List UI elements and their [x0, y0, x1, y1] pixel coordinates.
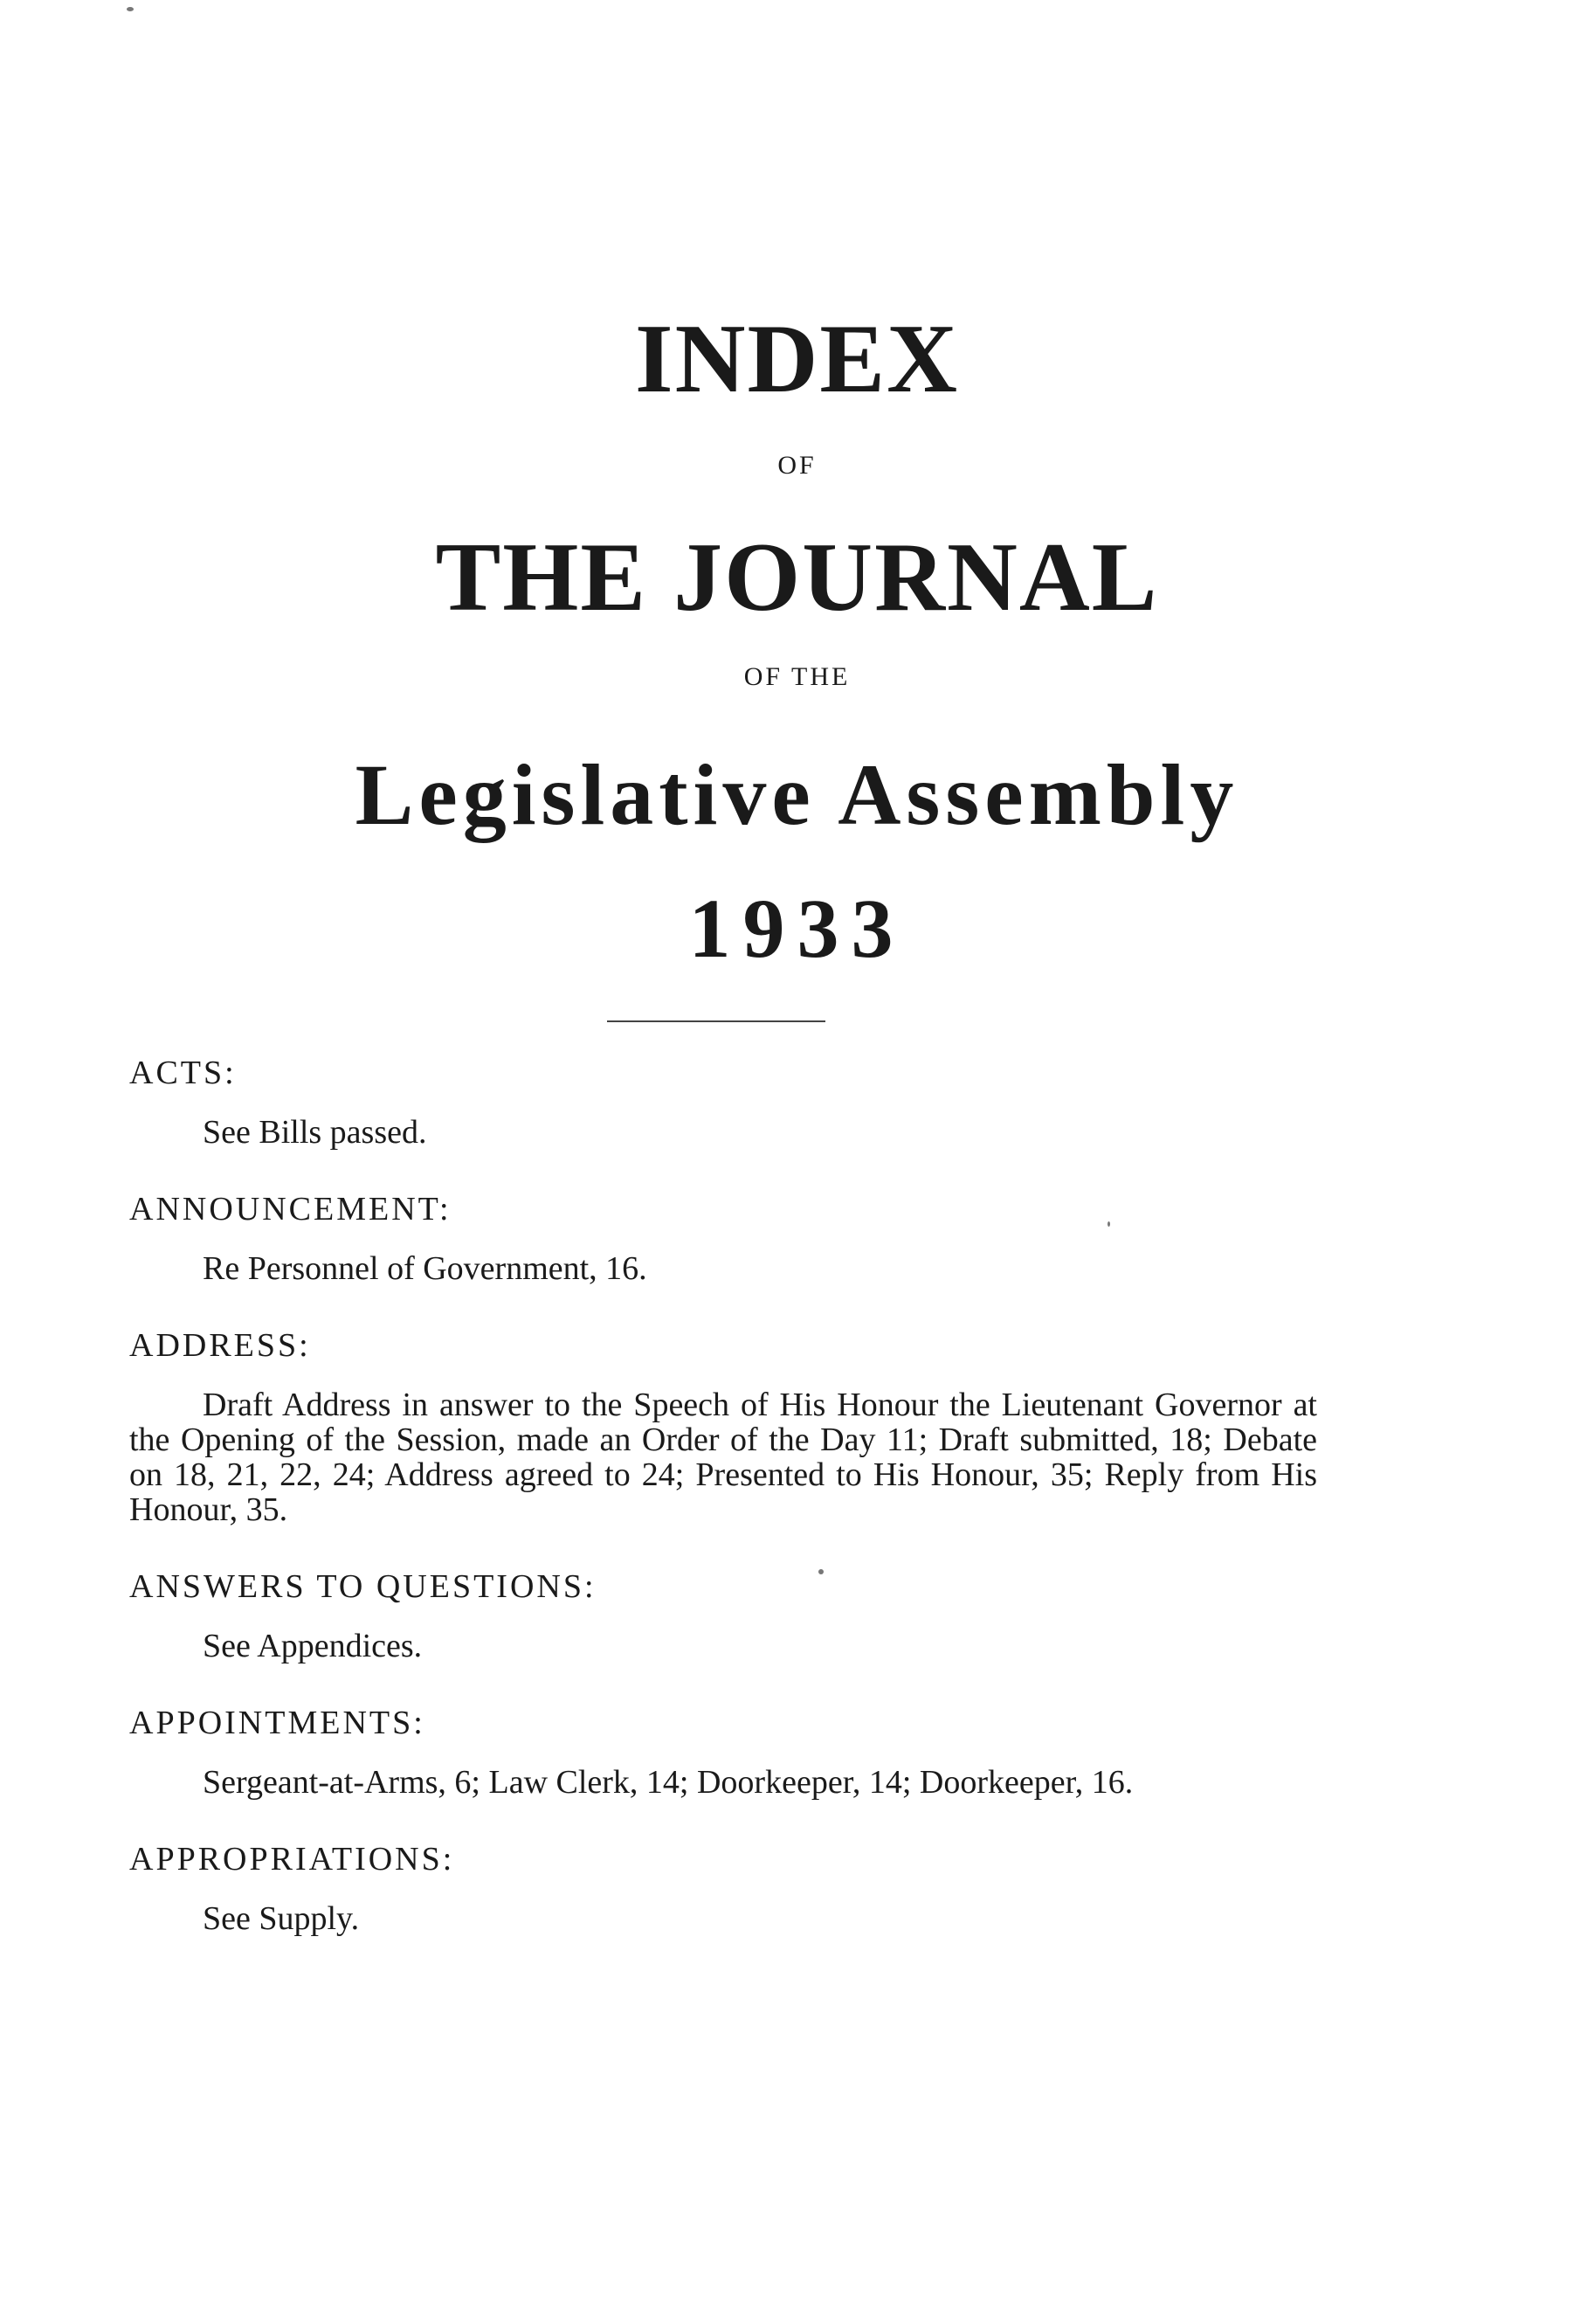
scan-speck	[127, 7, 134, 11]
index-entry-acts	[129, 1048, 1317, 1150]
title-index: INDEX	[635, 305, 959, 413]
entry-heading: ACTS:	[129, 1055, 237, 1091]
index-entry-appointments	[129, 1698, 1317, 1800]
index-entry-address	[129, 1321, 1317, 1527]
title-year: 1933	[688, 882, 906, 975]
entry-text: See Bills passed.	[203, 1114, 427, 1151]
entry-heading: APPOINTMENTS:	[129, 1705, 425, 1741]
entry-heading: APPROPRIATIONS:	[129, 1841, 455, 1878]
index-entry-announcement	[129, 1185, 1317, 1286]
scan-speck	[1108, 1221, 1110, 1227]
index-entries	[129, 1048, 1317, 1936]
index-entry-appropriations	[129, 1835, 1317, 1936]
title-of-the: OF THE	[743, 662, 851, 691]
entry-heading: ADDRESS:	[129, 1327, 311, 1364]
title-of: OF	[777, 451, 817, 480]
scan-speck	[818, 1569, 824, 1574]
entry-heading: ANSWERS TO QUESTIONS:	[129, 1568, 597, 1605]
title-journal: THE JOURNAL	[435, 523, 1159, 632]
entry-text: Re Personnel of Government, 16.	[203, 1250, 647, 1287]
entry-heading: ANNOUNCEMENT:	[129, 1191, 452, 1228]
title-divider	[607, 1020, 825, 1022]
entry-text: See Supply.	[203, 1900, 360, 1937]
entry-text: See Appendices.	[203, 1628, 423, 1664]
entry-text: Sergeant-at-Arms, 6; Law Clerk, 14; Doorkeeper, 14; Doorkeeper, 16.	[203, 1764, 1134, 1801]
entry-text: Draft Address in answer to the Speech of His Honour the Lieutenant Governor at the Opening of the Session, made an Order of the Day 11; Draft submitted, 18; Debate on 18, 21, 22, 24; Address agreed to 24; Presented to His Honour, 35; Reply from His Honour, 35.	[129, 1387, 1317, 1528]
title-legislative-assembly: Legislative Assembly	[355, 746, 1239, 843]
index-entry-answers-to-questions	[129, 1562, 1317, 1663]
